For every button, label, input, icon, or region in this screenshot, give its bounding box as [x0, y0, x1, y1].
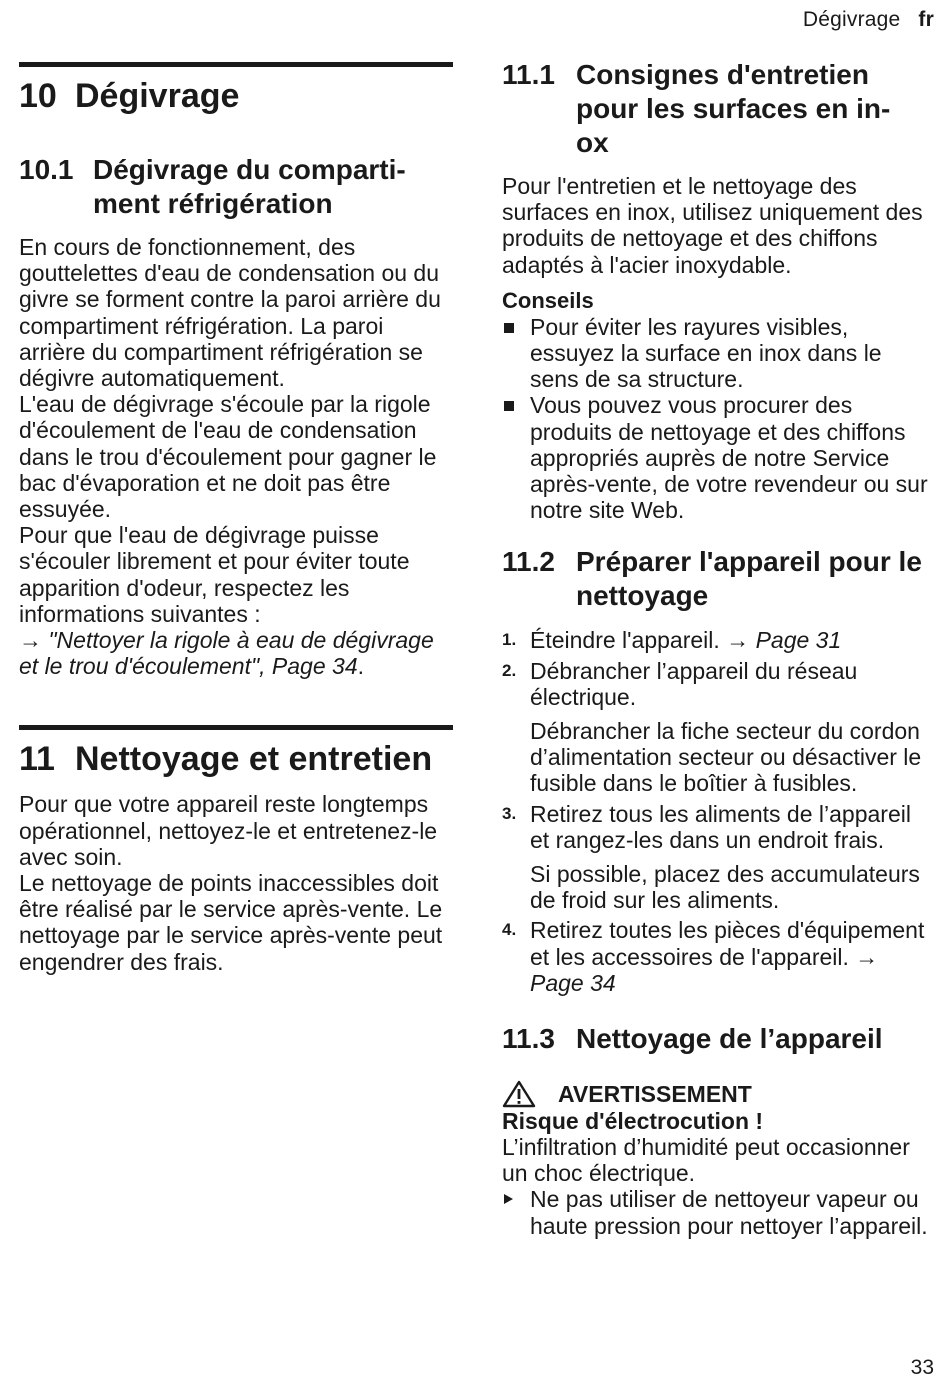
subsection-number: 11.2: [502, 546, 555, 578]
section-title: Nettoyage et entretien: [75, 740, 433, 779]
section-number: 10: [19, 77, 57, 115]
section-title: Dégivrage: [75, 77, 240, 115]
step-detail: Débrancher la fiche secteur du cordon d’alimentation secteur ou désactiver le fusible dans le boîtier à fusibles.: [530, 718, 922, 797]
section-rule: [19, 62, 453, 67]
subsection-11-1-heading: [502, 58, 922, 160]
subsection-title: Consignes d'entretien pour les surfaces en in-ox: [576, 59, 891, 158]
section-11-body: [19, 791, 453, 974]
page-number: 33: [910, 1356, 934, 1379]
section-10-heading: [19, 76, 453, 116]
paragraph: En cours de fonctionnement, des gouttelettes d'eau de condensation ou du givre se forment contre la paroi arrière du compartiment réfrigération. La paroi arrière du compartiment réfrigération se dégivre automatiquement.: [19, 234, 441, 392]
tips-label: Conseils: [502, 287, 594, 313]
cross-reference-link[interactable]: "Nettoyer la rigole à eau de dégivrage et le trou d'écoulement", Page 34: [19, 627, 434, 680]
subsection-11-2-heading: [502, 545, 922, 613]
action-list: [502, 1186, 934, 1238]
right-column: [502, 58, 934, 1239]
subsection-number: 11.1: [502, 59, 555, 90]
subsection-title: Nettoyage de l’appareil: [576, 1023, 883, 1055]
cross-reference-link[interactable]: → Page 31: [726, 627, 842, 654]
square-bullet-icon: [504, 323, 514, 333]
subsection-title: Préparer l'appareil pour le nettoyage: [576, 546, 922, 612]
subsection-number: 11.3: [502, 1023, 555, 1055]
left-column: [19, 62, 453, 975]
step-item: 1. Éteindre l'appareil. → Page 31: [502, 627, 842, 654]
paragraph: Pour que votre appareil reste longtemps opérationnel, nettoyez-le et entretenez-le avec soin.: [19, 791, 438, 870]
triangle-bullet-icon: [504, 1194, 513, 1204]
list-item: Ne pas utiliser de nettoyeur vapeur ou haute pression pour nettoyer l’appareil.: [502, 1186, 934, 1238]
cross-reference-link[interactable]: → Page 34: [530, 943, 879, 996]
risk-label: Risque d'électrocution !: [502, 1108, 764, 1135]
subsection-number: 10.1: [19, 154, 74, 185]
list-item: Vous pouvez vous procurer des produits de nettoyage et des chiffons appropriés auprès de notre Service après-vente, de votre revendeur ou sur notre site Web.: [502, 392, 934, 523]
section-11-heading: [19, 739, 453, 779]
step-number: 2.: [502, 660, 517, 680]
paragraph: Pour que l'eau de dégivrage puisse s'écouler librement et pour éviter toute apparition d'odeur, respectez les informations suivantes :: [19, 522, 410, 627]
paragraph: L'eau de dégivrage s'écoule par la rigole d'écoulement de l'eau de condensation dans le trou d'écoulement pour gagner le bac d'évaporation et ne doit pas être essuyée.: [19, 391, 437, 523]
step-item: 2. Débrancher l’appareil du réseau électrique. Débrancher la fiche secteur du cordon d’alimentation secteur ou désactiver le fusible dans le boîtier à fusibles.: [502, 658, 934, 797]
paragraph: Le nettoyage de points inaccessibles doit être réalisé par le service après-vente. Le nettoyage par le service après-vente peut engendrer des frais.: [19, 870, 443, 975]
list-item: Pour éviter les rayures visibles, essuyez la surface en inox dans le sens de sa structure.: [502, 314, 934, 393]
step-number: 4.: [502, 920, 517, 940]
step-number: 3.: [502, 803, 517, 823]
subsection-10-1-heading: [19, 153, 439, 221]
header-language: fr: [918, 8, 934, 31]
tips-list: [502, 314, 934, 524]
step-detail: Si possible, placez des accumulateurs de froid sur les aliments.: [530, 861, 920, 914]
warning-heading: [502, 1080, 934, 1108]
header-section-title: Dégivrage: [802, 8, 901, 31]
step-item: 3. Retirez tous les aliments de l’appareil et rangez-les dans un endroit frais. Si possible, placez des accumulateurs de froid sur les aliments.: [502, 801, 934, 914]
page-header: [803, 8, 934, 32]
warning-triangle-icon: [502, 1080, 536, 1108]
step-number: 1.: [502, 630, 517, 650]
square-bullet-icon: [504, 401, 514, 411]
warning-label: AVERTISSEMENT: [558, 1081, 752, 1108]
step-item: 4. Retirez toutes les pièces d'équipement et les accessoires de l'appareil. → Page 34: [502, 917, 925, 996]
section-number: 11: [19, 740, 55, 779]
preparation-steps: [502, 627, 934, 996]
paragraph: L’infiltration d’humidité peut occasionner un choc électrique.: [502, 1134, 910, 1187]
section-rule: [19, 725, 453, 730]
arrow-icon: →: [19, 627, 42, 654]
paragraph: Pour l'entretien et le nettoyage des surfaces en inox, utilisez uniquement des produits de nettoyage et des chiffons adaptés à l'acier inoxydable.: [502, 173, 923, 278]
cross-reference[interactable]: → "Nettoyer la rigole à eau de dégivrage et le trou d'écoulement", Page 34.: [19, 627, 434, 680]
subsection-title: Dégivrage du comparti-ment réfrigération: [93, 154, 406, 219]
subsection-11-1-body: [502, 173, 934, 523]
subsection-10-1-body: [19, 234, 453, 679]
subsection-11-3-heading: [502, 1022, 934, 1056]
warning-block: [502, 1080, 934, 1239]
